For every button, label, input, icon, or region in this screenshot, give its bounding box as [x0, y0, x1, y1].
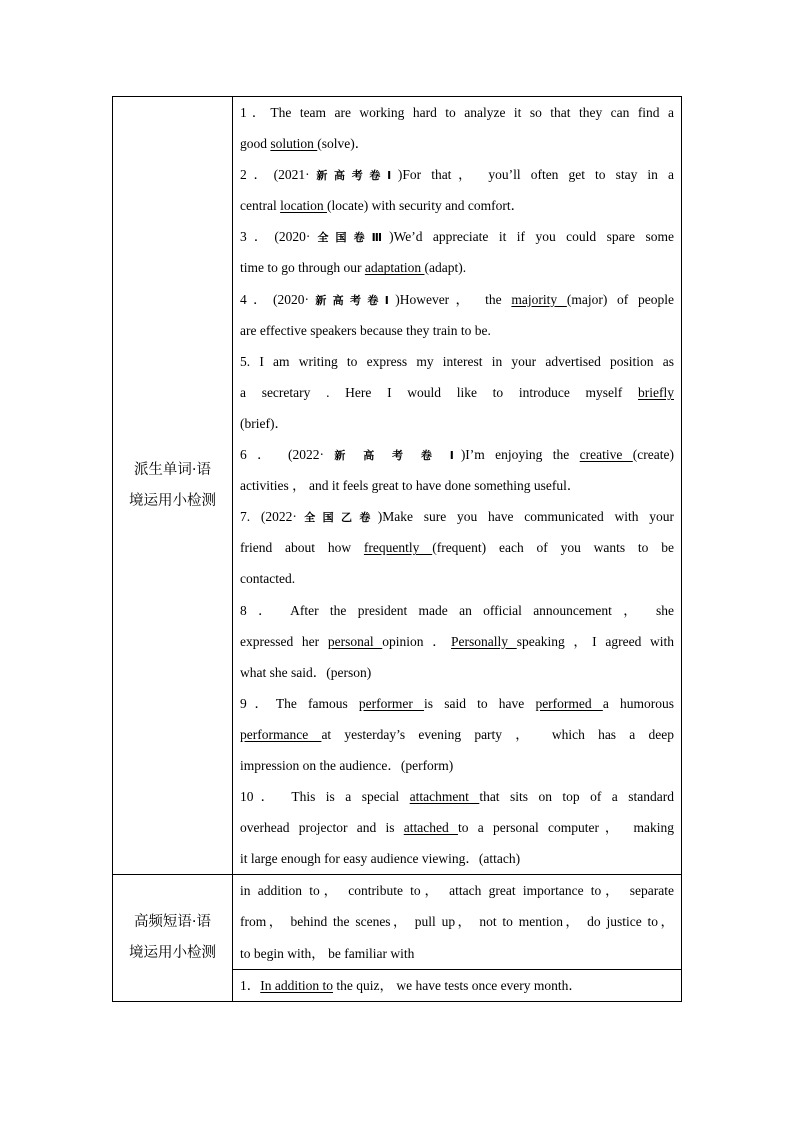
sentence-text: contacted.	[240, 571, 296, 587]
text-line	[240, 470, 674, 501]
exercise-table	[112, 96, 682, 1002]
sentence-text: central	[240, 198, 281, 214]
answer-blank: Personally	[451, 633, 517, 649]
sentence-text: it large enough for easy audience viewing．(attach)	[240, 851, 521, 867]
text-line	[240, 221, 674, 252]
text-line	[240, 532, 674, 563]
text-line	[240, 408, 674, 439]
text-line	[240, 159, 674, 190]
sentence-text: (brief)．	[240, 415, 288, 431]
sentence-text: at yesterday’s evening party ， which has a deep	[321, 726, 674, 742]
answer-blank: attachment	[409, 789, 480, 805]
phrase-line: from， behind the scenes， pull up， not to mention， do justice to，	[240, 914, 674, 930]
exercise-item	[240, 439, 674, 501]
text-line	[240, 595, 674, 626]
sentence-text: (adapt).	[424, 260, 467, 276]
answer-blank: In addition to	[260, 977, 333, 993]
sentence-text: 5. I am writing to express my interest in your advertised position as	[240, 353, 674, 369]
section-label-derivatives	[113, 97, 233, 875]
answer-blank: adaptation	[364, 260, 425, 276]
sentence-text: friend about how	[240, 540, 364, 556]
sentence-text: )I’m enjoying the	[460, 447, 580, 463]
sentence-text: opinion ．	[382, 633, 452, 649]
sentence-text: expressed her	[240, 633, 328, 649]
text-line	[240, 190, 674, 221]
exercise-item	[240, 97, 674, 159]
sentence-text: a humorous	[602, 695, 674, 711]
phrase-exercise-1	[233, 969, 682, 1001]
text-line	[240, 812, 674, 843]
answer-blank: solution	[270, 136, 318, 152]
sentence-text: activities ， and it feels great to have done something useful．	[240, 478, 581, 494]
sentence-text: are effective speakers because they train to be.	[240, 322, 491, 338]
sentence-text: )For that， you’ll often get to stay in a	[397, 167, 674, 183]
text-line	[240, 843, 674, 874]
answer-blank: attached	[403, 820, 458, 836]
exercise-item	[240, 688, 674, 781]
sentence-text: the quiz， we have tests once every month．	[333, 977, 582, 993]
answer-blank: briefly	[638, 384, 674, 400]
text-line	[240, 377, 674, 408]
exercise-item	[240, 346, 674, 439]
exercise-item	[240, 595, 674, 688]
sentence-text: (major) of people	[566, 291, 675, 307]
exam-source: 全国乙卷	[296, 511, 378, 525]
sentence-text: (create)	[632, 447, 674, 463]
exam-source: 新高考卷Ⅰ	[308, 293, 396, 307]
text-line	[240, 970, 674, 1001]
text-line	[240, 688, 674, 719]
text-line	[240, 657, 674, 688]
derivative-exercises	[233, 97, 682, 875]
text-line	[240, 252, 674, 283]
phrase-line: in addition to， contribute to， attach great importance to， separate	[240, 883, 674, 899]
sentence-text: a secretary . Here I would like to introduce myself	[240, 384, 638, 400]
sentence-text: 10． This is a special	[240, 789, 410, 805]
sentence-text: 2．(2021·	[240, 167, 310, 183]
text-line	[240, 97, 674, 128]
phrase-bank	[233, 875, 682, 969]
sentence-text: 4．(2020·	[240, 291, 309, 307]
text-line	[240, 719, 674, 750]
answer-blank: performer	[358, 695, 425, 711]
text-line	[240, 626, 674, 657]
sentence-text: 1．The team are working hard to analyze it so that they can find a	[240, 105, 674, 120]
exam-source: 新 高 考 卷 Ⅰ	[334, 449, 461, 463]
sentence-text: time to go through our	[240, 260, 365, 276]
sentence-text: that sits on top of a standard	[479, 789, 674, 805]
answer-blank: performed	[535, 695, 603, 711]
text-line	[240, 284, 674, 315]
text-line	[240, 346, 674, 377]
exercise-item	[240, 159, 674, 221]
sentence-text: (frequent) each of you wants to be	[432, 540, 674, 556]
text-line	[240, 563, 674, 594]
exam-source: 全国卷Ⅲ	[310, 231, 390, 245]
answer-blank: performance	[240, 726, 322, 742]
sentence-text: overhead projector and is	[240, 820, 404, 836]
text-line	[240, 781, 674, 812]
sentence-text: to a personal computer， making	[457, 820, 674, 836]
answer-blank: majority	[511, 291, 567, 307]
section-label-line: 派生单词·语	[133, 461, 212, 478]
sentence-text: )However， the	[395, 291, 512, 307]
sentence-text: 9．The famous	[240, 695, 359, 711]
sentence-text: good	[240, 136, 271, 152]
text-line	[240, 315, 674, 346]
sentence-text: 8 ． After the president made an official announcement ， she	[240, 602, 674, 618]
sentence-text: 7. (2022·	[240, 509, 297, 525]
sentence-text: speaking ，I agreed with	[516, 633, 675, 649]
sentence-text: 3．(2020·	[240, 229, 311, 245]
phrase-line: to begin with， be familiar with	[240, 945, 415, 961]
exercise-item	[240, 501, 674, 594]
sentence-text: what she said．(person)	[240, 664, 372, 680]
section-label-line: 高频短语·语	[133, 914, 212, 931]
section-label-line: 境运用小检测	[129, 945, 216, 962]
derivative-words-row	[113, 97, 682, 875]
sentence-text: impression on the audience．(perform)	[240, 757, 454, 773]
answer-blank: location	[280, 198, 327, 214]
section-label-line: 境运用小检测	[129, 492, 216, 509]
text-line	[240, 501, 674, 532]
sentence-text: 1．	[240, 977, 261, 993]
sentence-text: )We’d appreciate it if you could spare some	[389, 229, 674, 245]
text-line	[240, 439, 674, 470]
exercise-item	[240, 221, 674, 283]
answer-blank: frequently	[363, 540, 433, 556]
phrases-row	[113, 875, 682, 969]
sentence-text: (locate) with security and comfort．	[326, 198, 525, 214]
text-line	[240, 750, 674, 781]
exercise-item	[240, 781, 674, 874]
sentence-text: )Make sure you have communicated with your	[377, 509, 674, 525]
sentence-text: (solve)．	[317, 136, 369, 152]
exercise-item	[240, 284, 674, 346]
answer-blank: personal	[327, 633, 383, 649]
sentence-text: is said to have	[424, 695, 536, 711]
answer-blank: creative	[579, 447, 633, 463]
text-line	[240, 128, 674, 159]
exam-source: 新高考卷Ⅰ	[309, 169, 398, 183]
section-label-phrases	[113, 875, 233, 1001]
sentence-text: 6 ． (2022·	[240, 447, 335, 463]
